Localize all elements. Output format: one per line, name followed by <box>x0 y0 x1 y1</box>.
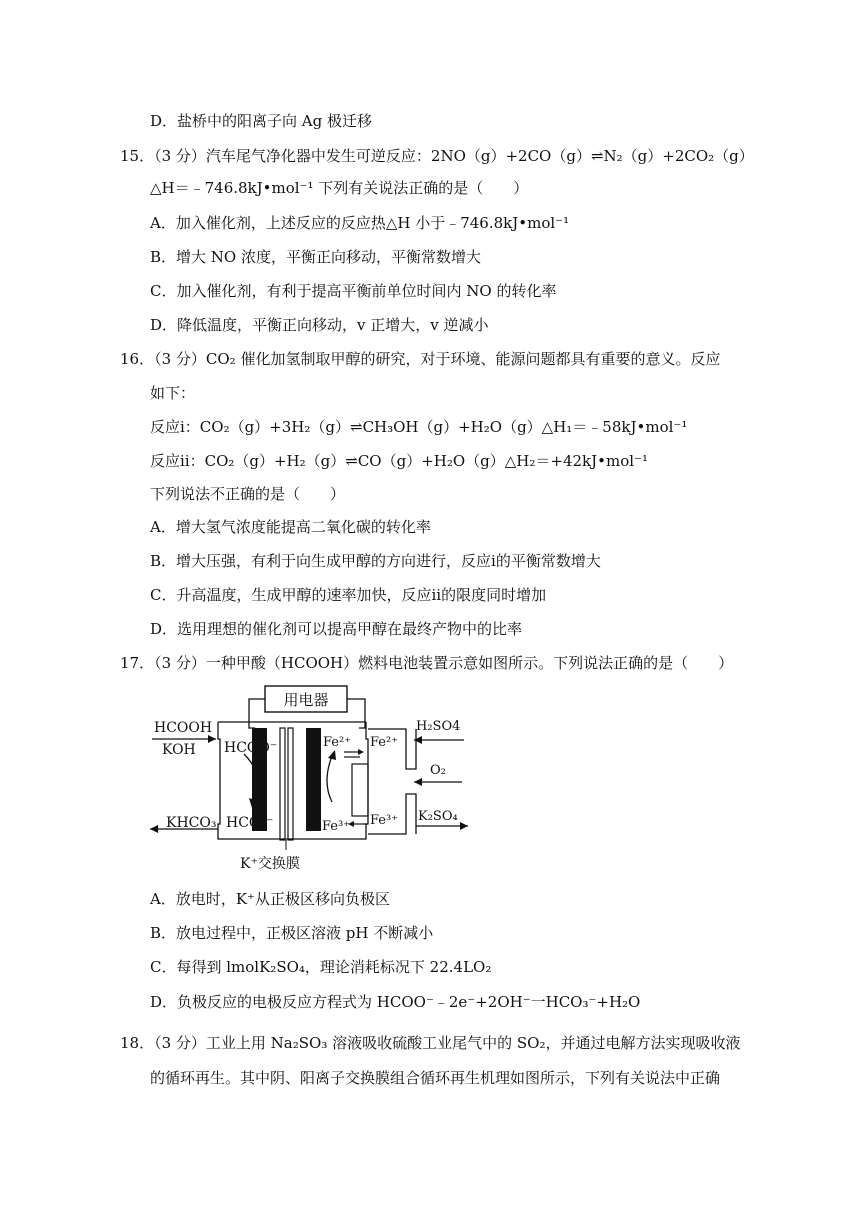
device-label: 用电器 <box>283 691 329 709</box>
q15-option-c: C．加入催化剂，有利于提高平衡前单位时间内 NO 的转化率 <box>150 282 557 300</box>
hcoo-label: HCOO⁻ <box>224 740 278 756</box>
q17-option-d: D．负极反应的电极反应方程式为 HCOO⁻﹣2e⁻+2OH⁻一HCO₃⁻+H₂O <box>150 993 641 1011</box>
fe3-right-label: Fe³⁺ <box>370 813 399 828</box>
fe2-transfer-head <box>358 749 364 755</box>
outlet-arrowhead <box>150 825 158 833</box>
q16-stem-cont: 如下： <box>150 384 196 402</box>
k2so4-arrowhead <box>460 822 468 830</box>
cathode-curve-head <box>328 750 336 760</box>
q18-stem: 18．（3 分）工业上用 Na₂SO₃ 溶液吸收硫酸工业尾气中的 SO₂，并通过电解方法实现吸收液 <box>120 1034 741 1052</box>
q17-option-a: A．放电时，K⁺从正极区移向负极区 <box>150 890 390 908</box>
hco3-label: HCO₃⁻ <box>226 815 274 831</box>
q15-option-d: D．降低温度，平衡正向移动，v 正增大，v 逆减小 <box>150 316 489 334</box>
fe2-right-label: Fe²⁺ <box>370 735 399 750</box>
fe2-left-label: Fe²⁺ <box>323 735 352 750</box>
membrane-label: K⁺交换膜 <box>240 856 300 872</box>
o2-label: O₂ <box>430 763 446 778</box>
fe3-left-label: Fe³⁺ <box>322 819 351 834</box>
q17-stem: 17．（3 分）一种甲酸（HCOOH）燃料电池装置示意如图所示。下列说法正确的是（ ） <box>120 654 734 672</box>
hcooh-label: HCOOH <box>154 720 213 736</box>
cathode-electrode <box>306 728 321 831</box>
regen-column <box>352 764 368 816</box>
fuel-cell-diagram <box>146 684 496 874</box>
q16-stem: 16．（3 分）CO₂ 催化加氢制取甲醇的研究，对于环境、能源问题都具有重要的意义。反应 <box>120 350 721 368</box>
q16-reaction-ii: 反应ⅱ：CO₂（g）+H₂（g）⇌CO（g）+H₂O（g）△H₂＝+42kJ•mol⁻¹ <box>150 452 648 470</box>
cathode-curve-arrow <box>327 756 332 802</box>
k-exchange-membrane-2 <box>288 728 293 840</box>
k-exchange-membrane <box>280 728 285 840</box>
h2so4-label: H₂SO4 <box>416 719 461 734</box>
q17-option-c: C．每得到 lmolK₂SO₄，理论消耗标况下 22.4LO₂ <box>150 958 492 976</box>
q15-option-b: B．增大 NO 浓度，平衡正向移动，平衡常数增大 <box>150 248 481 266</box>
q17-option-b: B．放电过程中，正极区溶液 pH 不断减小 <box>150 924 434 942</box>
wire-left <box>249 699 265 728</box>
q15-stem-cont: △H＝﹣746.8kJ•mol⁻¹ 下列有关说法正确的是（ ） <box>150 179 529 197</box>
q18-stem-cont: 的循环再生。其中阴、阳离子交换膜组合循环再生机理如图所示，下列有关说法中正确 <box>150 1069 721 1087</box>
q16-option-c: C．升高温度，生成甲醇的速率加快，反应ⅱ的限度同时增加 <box>150 586 547 604</box>
q15-option-a: A．加入催化剂，上述反应的反应热△H 小于﹣746.8kJ•mol⁻¹ <box>150 214 570 232</box>
koh-label: KOH <box>162 742 196 758</box>
inlet-arrowhead <box>208 735 216 743</box>
h2so4-arrowhead <box>414 736 422 744</box>
q16-option-d: D．选用理想的催化剂可以提高甲醇在最终产物中的比率 <box>150 620 523 638</box>
q16-option-b: B．增大压强，有利于向生成甲醇的方向进行，反应ⅰ的平衡常数增大 <box>150 552 601 570</box>
khco3-label: KHCO₃ <box>166 815 217 831</box>
k2so4-label: K₂SO₄ <box>418 809 458 824</box>
q14-option-d: D．盐桥中的阳离子向 Ag 极迁移 <box>150 112 372 130</box>
q16-reaction-i: 反应ⅰ：CO₂（g）+3H₂（g）⇌CH₃OH（g）+H₂O（g）△H₁＝﹣58kJ•mol⁻¹ <box>150 418 688 436</box>
q15-stem: 15．（3 分）汽车尾气净化器中发生可逆反应：2NO（g）+2CO（g）⇌N₂（g）+2CO₂（g） <box>120 147 754 165</box>
wire-right <box>347 699 365 728</box>
o2-arrowhead <box>414 778 422 786</box>
q16-prompt: 下列说法不正确的是（ ） <box>150 485 346 503</box>
q16-option-a: A．增大氢气浓度能提高二氧化碳的转化率 <box>150 518 431 536</box>
